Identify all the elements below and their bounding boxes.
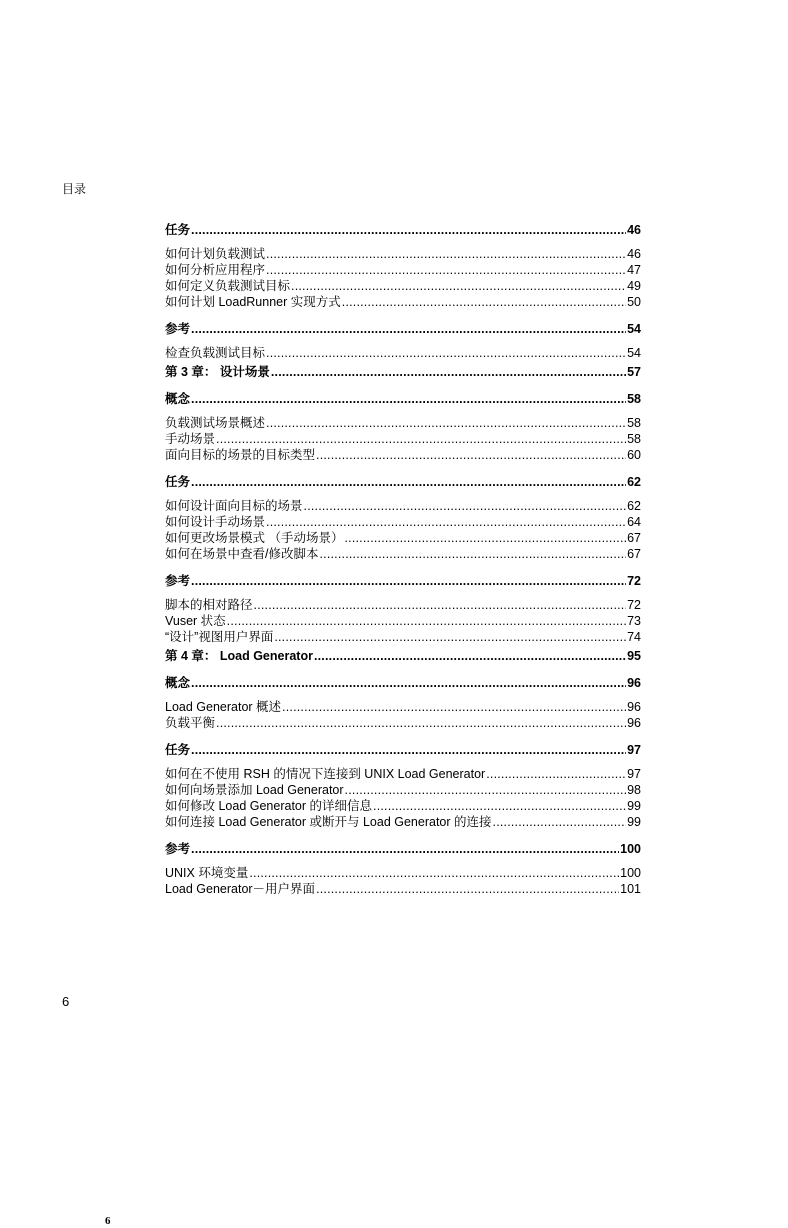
toc-leader-dots	[266, 262, 626, 278]
toc-entry-page: 101	[620, 882, 641, 896]
toc-entry-page: 67	[627, 531, 641, 545]
toc-item[interactable]	[165, 881, 641, 897]
toc-entry-title: “设计”视图用户界面	[165, 630, 274, 644]
toc-leader-dots	[216, 431, 626, 447]
toc-item[interactable]	[165, 613, 641, 629]
toc-entry-title: 如何计划负载测试	[165, 247, 266, 261]
toc-entry-title: 如何连接 Load Generator 或断开与 Load Generator 的连接	[165, 815, 492, 829]
table-of-contents	[165, 222, 641, 897]
toc-leader-dots	[282, 699, 626, 715]
toc-entry-page: 62	[627, 475, 641, 489]
toc-item[interactable]	[165, 699, 641, 715]
toc-section[interactable]	[165, 321, 641, 337]
toc-entry-page: 62	[627, 499, 641, 513]
toc-item[interactable]	[165, 814, 641, 830]
toc-leader-dots	[266, 246, 626, 262]
toc-entry-title: 如何修改 Load Generator 的详细信息	[165, 799, 373, 813]
toc-entry-title: 如何更改场景模式 （手动场景）	[165, 531, 344, 545]
toc-entry-page: 58	[627, 416, 641, 430]
toc-section[interactable]	[165, 841, 641, 857]
toc-item[interactable]	[165, 514, 641, 530]
toc-leader-dots	[227, 613, 626, 629]
toc-entry-page: 46	[627, 223, 641, 237]
toc-entry-title: 如何设计面向目标的场景	[165, 499, 303, 513]
toc-entry-page: 47	[627, 263, 641, 277]
toc-entry-page: 99	[627, 799, 641, 813]
toc-leader-dots	[345, 782, 627, 798]
toc-leader-dots	[216, 715, 626, 731]
toc-entry-page: 74	[627, 630, 641, 644]
toc-entry-title: 如何定义负载测试目标	[165, 279, 291, 293]
toc-leader-dots	[191, 742, 626, 758]
toc-entry-title: Load Generator 概述	[165, 700, 282, 714]
toc-item[interactable]	[165, 782, 641, 798]
toc-entry-title: 参考	[165, 322, 191, 336]
toc-entry-title: 如何设计手动场景	[165, 515, 266, 529]
toc-section[interactable]	[165, 675, 641, 691]
toc-leader-dots	[319, 546, 626, 562]
toc-leader-dots	[314, 648, 626, 664]
toc-entry-title: 脚本的相对路径	[165, 598, 253, 612]
toc-item[interactable]	[165, 597, 641, 613]
toc-item[interactable]	[165, 262, 641, 278]
toc-entry-page: 54	[627, 346, 641, 360]
toc-entry-title: Load Generator－用户界面	[165, 882, 316, 896]
toc-leader-dots	[266, 514, 626, 530]
toc-entry-page: 72	[627, 598, 641, 612]
toc-entry-title: 如何计划 LoadRunner 实现方式	[165, 295, 341, 309]
toc-item[interactable]	[165, 431, 641, 447]
toc-entry-title: 检查负载测试目标	[165, 346, 266, 360]
toc-entry-page: 73	[627, 614, 641, 628]
toc-entry-page: 96	[627, 716, 641, 730]
toc-item[interactable]	[165, 865, 641, 881]
toc-entry-page: 54	[627, 322, 641, 336]
toc-entry-page: 99	[627, 815, 641, 829]
toc-entry-page: 98	[627, 783, 641, 797]
toc-entry-page: 60	[627, 448, 641, 462]
running-header: 目录	[62, 182, 87, 196]
toc-entry-title: 任务	[165, 743, 191, 757]
toc-item[interactable]	[165, 246, 641, 262]
toc-entry-title: 任务	[165, 223, 191, 237]
toc-item[interactable]	[165, 415, 641, 431]
toc-entry-page: 67	[627, 547, 641, 561]
toc-leader-dots	[493, 814, 627, 830]
toc-leader-dots	[254, 597, 627, 613]
toc-leader-dots	[266, 415, 626, 431]
toc-entry-page: 57	[627, 365, 641, 379]
toc-entry-title: 概念	[165, 676, 191, 690]
toc-entry-title: 如何分析应用程序	[165, 263, 266, 277]
toc-entry-title: 参考	[165, 574, 191, 588]
toc-leader-dots	[191, 222, 626, 238]
toc-entry-page: 100	[620, 842, 641, 856]
toc-leader-dots	[191, 841, 619, 857]
toc-section[interactable]	[165, 742, 641, 758]
toc-leader-dots	[316, 881, 619, 897]
toc-chapter[interactable]	[165, 364, 641, 380]
toc-leader-dots	[191, 321, 626, 337]
toc-section[interactable]	[165, 474, 641, 490]
toc-item[interactable]	[165, 278, 641, 294]
toc-entry-page: 97	[627, 743, 641, 757]
toc-entry-title: 如何在不使用 RSH 的情况下连接到 UNIX Load Generator	[165, 767, 486, 781]
toc-entry-page: 95	[627, 649, 641, 663]
toc-entry-title: 如何向场景添加 Load Generator	[165, 783, 344, 797]
toc-entry-page: 58	[627, 432, 641, 446]
toc-entry-title: UNIX 环境变量	[165, 866, 249, 880]
toc-entry-title: 负载平衡	[165, 716, 216, 730]
toc-entry-page: 49	[627, 279, 641, 293]
toc-entry-page: 96	[627, 676, 641, 690]
toc-chapter[interactable]	[165, 648, 641, 664]
toc-entry-page: 50	[627, 295, 641, 309]
toc-entry-page: 97	[627, 767, 641, 781]
toc-leader-dots	[249, 865, 619, 881]
toc-item[interactable]	[165, 447, 641, 463]
toc-item[interactable]	[165, 798, 641, 814]
toc-leader-dots	[342, 294, 626, 310]
toc-entry-title: 如何在场景中查看/修改脚本	[165, 547, 319, 561]
toc-leader-dots	[191, 391, 626, 407]
toc-entry-title: Vuser 状态	[165, 614, 226, 628]
toc-item[interactable]	[165, 546, 641, 562]
toc-item[interactable]	[165, 294, 641, 310]
toc-entry-title: 概念	[165, 392, 191, 406]
toc-section[interactable]	[165, 573, 641, 589]
toc-leader-dots	[191, 573, 626, 589]
toc-leader-dots	[344, 530, 626, 546]
toc-entry-title: 参考	[165, 842, 191, 856]
toc-leader-dots	[191, 474, 626, 490]
toc-entry-page: 64	[627, 515, 641, 529]
toc-leader-dots	[316, 447, 626, 463]
toc-item[interactable]	[165, 715, 641, 731]
toc-leader-dots	[304, 498, 627, 514]
toc-item[interactable]	[165, 345, 641, 361]
toc-entry-page: 72	[627, 574, 641, 588]
toc-section[interactable]	[165, 391, 641, 407]
page-number: 6	[62, 994, 70, 1009]
toc-entry-title: 任务	[165, 475, 191, 489]
toc-item[interactable]	[165, 766, 641, 782]
toc-entry-page: 96	[627, 700, 641, 714]
toc-leader-dots	[291, 278, 626, 294]
toc-item[interactable]	[165, 498, 641, 514]
toc-item[interactable]	[165, 530, 641, 546]
toc-entry-title: 手动场景	[165, 432, 216, 446]
toc-leader-dots	[266, 345, 626, 361]
toc-leader-dots	[486, 766, 626, 782]
toc-entry-title: 负载测试场景概述	[165, 416, 266, 430]
bottom-page-number: 6	[105, 1215, 111, 1227]
toc-leader-dots	[191, 675, 626, 691]
toc-entry-page: 58	[627, 392, 641, 406]
toc-leader-dots	[271, 364, 626, 380]
toc-leader-dots	[274, 629, 626, 645]
toc-leader-dots	[373, 798, 626, 814]
toc-item[interactable]	[165, 629, 641, 645]
toc-section[interactable]	[165, 222, 641, 238]
toc-entry-title: 第 3 章： 设计场景	[165, 365, 270, 379]
toc-entry-title: 第 4 章： Load Generator	[165, 649, 313, 663]
toc-entry-title: 面向目标的场景的目标类型	[165, 448, 316, 462]
toc-entry-page: 100	[620, 866, 641, 880]
toc-entry-page: 46	[627, 247, 641, 261]
